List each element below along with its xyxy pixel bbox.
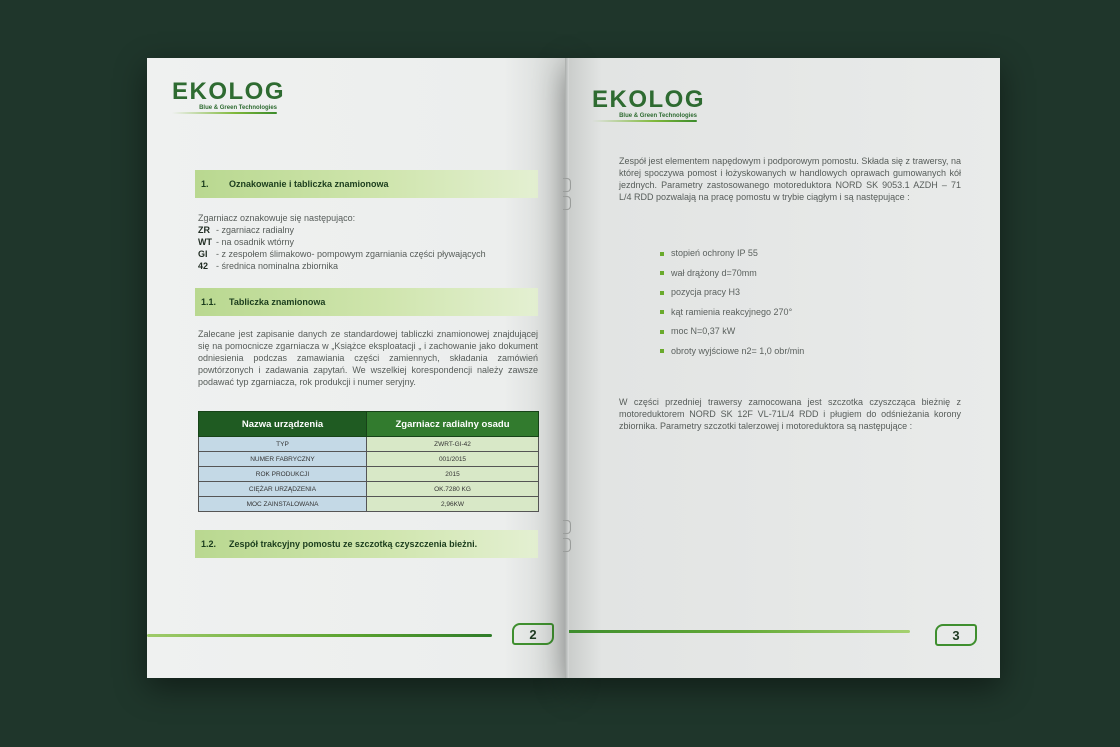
list-item: [660, 267, 804, 287]
table-cell-value: ZWRT-GI-42: [367, 437, 539, 452]
code-line: [198, 236, 538, 248]
list-item: [660, 325, 804, 345]
logo-wordmark: EKOLOG: [172, 78, 286, 105]
logo-wordmark: EKOLOG: [592, 86, 706, 113]
table-cell-value: 2,96KW: [367, 497, 539, 512]
section-heading-1: [195, 170, 538, 198]
drive-unit-paragraph: Zespół jest elementem napędowym i podporowym pomostu. Składa się z trawersy, na której spoczywa pomost i łożyskowanych w handlowych oprawach gumowanych kół jezdnych. Parametry zastosowanego motoreduktora NORD SK 9053.1 AZDH – 71 L/4 RDD pozwalają na pracę pomostu w trybie ciągłym i są następujące :: [619, 156, 961, 202]
code: GI: [198, 249, 208, 259]
code-line: [198, 248, 538, 260]
table-cell-key: ROK PRODUKCJI: [199, 467, 367, 482]
staple: [563, 538, 571, 552]
footer-line: [567, 630, 910, 633]
nameplate-table: [198, 411, 539, 512]
list-item: [660, 247, 804, 267]
section-title: Oznakowanie i tabliczka znamionowa: [229, 179, 389, 189]
list-item: [660, 286, 804, 306]
code: 42: [198, 261, 209, 271]
bullet-icon: [660, 252, 664, 256]
table-cell-value: 001/2015: [367, 452, 539, 467]
logo-tagline: Blue & Green Technologies: [619, 113, 697, 119]
table-row: [199, 497, 539, 512]
left-page: [147, 58, 567, 678]
list-item: [660, 306, 804, 326]
section-heading-1-1: [195, 288, 538, 316]
book-spine: [565, 58, 569, 678]
table-cell-key: CIĘŻAR URZĄDZENIA: [199, 482, 367, 497]
code-desc: - z zespołem ślimakowo- pompowym zgarniania części pływających: [216, 249, 486, 259]
nameplate-paragraph: Zalecane jest zapisanie danych ze standardowej tabliczki znamionowej znajdującej się na pomocnicze zgarniacza w „Książce eksploatacji „ i zachowanie jako dokument odniesienia podczas zamawiania części zamiennych, składania zamówień powtórzonych i zadawania zapytań. We wszelkiej korespondencji należy zawsze podawać typ zgarniacza, rok produkcji i numer seryjny.: [198, 329, 538, 387]
table-row: [199, 467, 539, 482]
logo-tagline: Blue & Green Technologies: [199, 105, 277, 111]
section-title: Zespół trakcyjny pomostu ze szczotką czyszczenia bieżni.: [229, 539, 478, 549]
table-header: Zgarniacz radialny osadu: [367, 412, 539, 437]
table-header: Nazwa urządzenia: [199, 412, 367, 437]
marking-codes: [198, 212, 538, 272]
staple: [563, 520, 571, 534]
list-item-text: obroty wyjściowe n2= 1,0 obr/min: [671, 345, 805, 356]
table-cell-key: TYP: [199, 437, 367, 452]
table-cell-value: 2015: [367, 467, 539, 482]
page-number: 2: [512, 623, 554, 645]
list-item-text: pozycja pracy H3: [671, 287, 741, 297]
table-cell-key: NUMER FABRYCZNY: [199, 452, 367, 467]
code-desc: - średnica nominalna zbiornika: [216, 261, 339, 271]
table-row: [199, 482, 539, 497]
code-line: [198, 260, 538, 272]
list-item-text: wał drążony d=70mm: [671, 267, 757, 278]
table-cell-value: OK.7280 KG: [367, 482, 539, 497]
staple: [563, 178, 571, 192]
list-item: [660, 345, 804, 365]
code-line: [198, 224, 538, 236]
logo-swoosh: [172, 112, 277, 114]
list-item-text: stopień ochrony IP 55: [671, 248, 758, 258]
brush-paragraph: W części przedniej trawersy zamocowana jest szczotka czyszcząca bieżnię z motoreduktorem NORD SK 12F VL-71L/4 RDD i pługiem do odśnieżania korony zbiornika. Parametry szczotki talerzowej i motoreduktora są następujące :: [619, 397, 961, 431]
bullet-icon: [660, 291, 664, 295]
section-number: 1.: [201, 179, 209, 189]
page-number: 3: [935, 624, 977, 646]
code-desc: - zgarniacz radialny: [216, 225, 295, 235]
section-number: 1.1.: [201, 297, 217, 307]
motor-parameters-list: [660, 247, 804, 364]
staple: [563, 196, 571, 210]
table-row: [199, 452, 539, 467]
marking-intro: Zgarniacz oznakowuje się następująco:: [198, 213, 356, 223]
ekolog-logo: [592, 86, 706, 122]
code: ZR: [198, 225, 210, 235]
logo-swoosh: [592, 120, 697, 122]
right-page: [567, 58, 1000, 678]
section-number: 1.2.: [201, 539, 217, 549]
bullet-icon: [660, 271, 664, 275]
table-row: [199, 437, 539, 452]
list-item-text: kąt ramienia reakcyjnego 270°: [671, 306, 793, 317]
table-header-row: [199, 412, 539, 437]
table-cell-key: MOC ZAINSTALOWANA: [199, 497, 367, 512]
list-item-text: moc N=0,37 kW: [671, 326, 736, 336]
section-heading-1-2: [195, 530, 538, 558]
ekolog-logo: [172, 78, 286, 114]
footer-line: [147, 634, 492, 637]
section-title: Tabliczka znamionowa: [229, 297, 326, 307]
bullet-icon: [660, 349, 664, 353]
bullet-icon: [660, 310, 664, 314]
code-desc: - na osadnik wtórny: [216, 237, 295, 247]
code: WT: [198, 237, 212, 247]
bullet-icon: [660, 330, 664, 334]
